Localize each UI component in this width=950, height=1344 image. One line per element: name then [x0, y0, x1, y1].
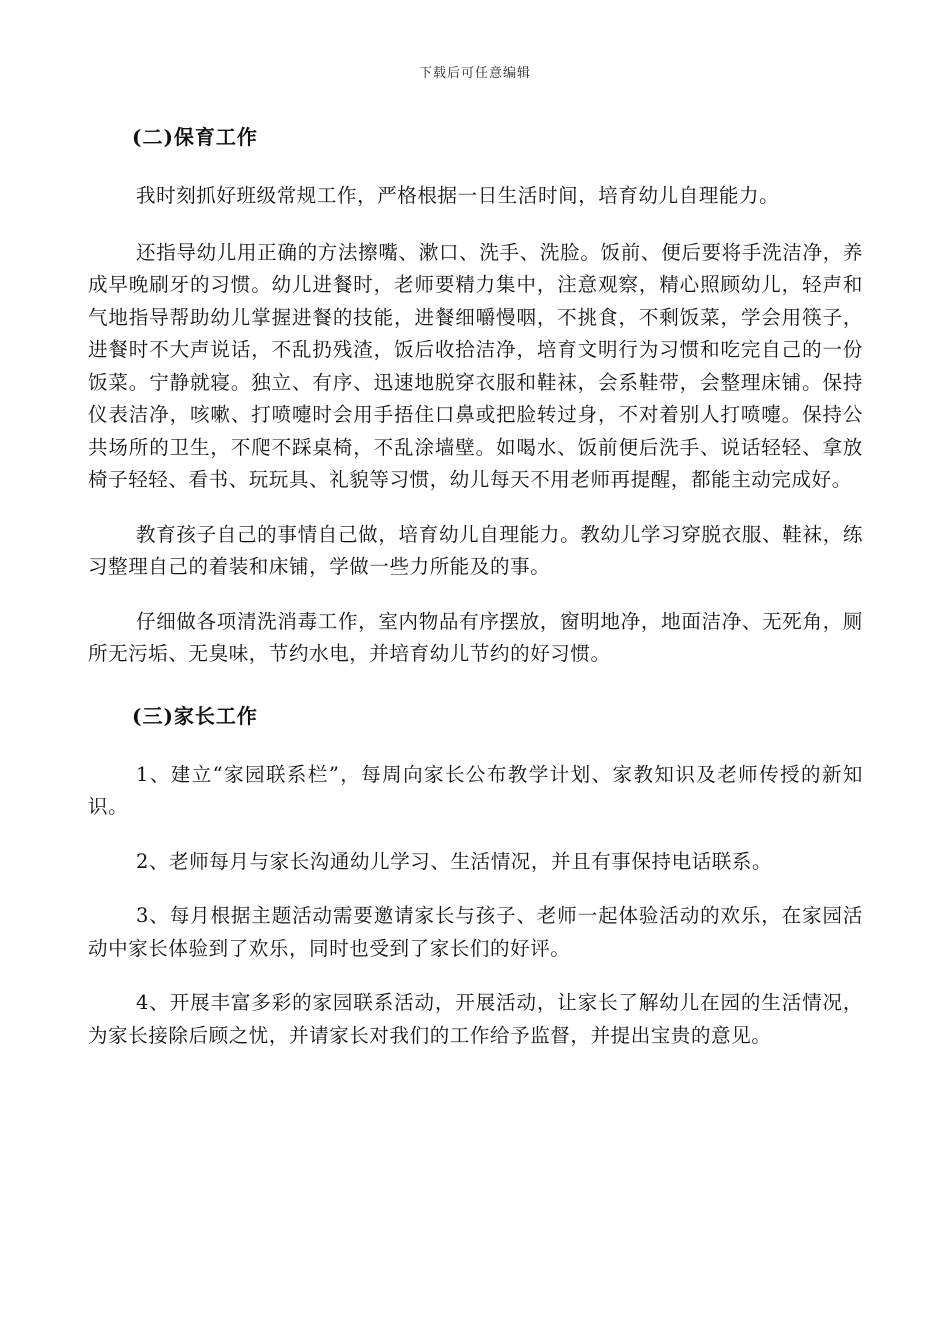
paragraph: 教育孩子自己的事情自己做，培育幼儿自理能力。教幼儿学习穿脱衣服、鞋袜，练习整理自己的着装和床铺，学做一些力所能及的事。 [88, 522, 863, 578]
paragraph: 3、每月根据主题活动需要邀请家长与孩子、老师一起体验活动的欢乐，在家园活动中家长体验到了欢乐，同时也受到了家长们的好评。 [88, 904, 863, 960]
paragraph: 还指导幼儿用正确的方法擦嘴、漱口、洗手、洗脸。饭前、便后要将手洗洁净，养成早晚刷牙的习惯。幼儿进餐时，老师要精力集中，注意观察，精心照顾幼儿，轻声和气地指导帮助幼儿掌握进餐的技能，进餐细嚼慢咽，不挑食，不剩饭菜，学会用筷子，进餐时不大声说话，不乱扔残渣，饭后收拾洁净，培育文明行为习惯和吃完自己的一份饭菜。宁静就寝。独立、有序、迅速地脱穿衣服和鞋袜，会系鞋带，会整理床铺。保持仪表洁净，咳嗽、打喷嚏时会用手捂住口鼻或把脸转过身，不对着别人打喷嚏。保持公共场所的卫生，不爬不踩桌椅，不乱涂墙壁。如喝水、饭前便后洗手、说话轻轻、拿放椅子轻轻、看书、玩玩具、礼貌等习惯，幼儿每天不用老师再提醒，都能主动完成好。 [88, 240, 863, 491]
paragraph: 4、开展丰富多彩的家园联系活动，开展活动，让家长了解幼儿在园的生活情况，为家长接除后顾之忧，并请家长对我们的工作给予监督，并提出宝贵的意见。 [88, 991, 863, 1047]
document-body [88, 118, 863, 1052]
paragraph: 1、建立“家园联系栏”，每周向家长公布教学计划、家教知识及老师传授的新知识。 [88, 762, 863, 818]
section-heading-parent-work: (三)家长工作 [132, 703, 258, 728]
paragraph: 2、老师每月与家长沟通幼儿学习、生活情况，并且有事保持电话联系。 [136, 849, 773, 873]
page-header: 下载后可任意编辑 [418, 66, 531, 81]
paragraph: 仔细做各项清洗消毒工作，室内物品有序摆放，窗明地净，地面洁净、无死角，厕所无污垢、无臭味，节约水电，并培育幼儿节约的好习惯。 [88, 609, 863, 665]
section-heading-childcare: (二)保育工作 [132, 125, 258, 149]
paragraph: 我时刻抓好班级常规工作，严格根据一日生活时间，培育幼儿自理能力。 [136, 184, 780, 207]
